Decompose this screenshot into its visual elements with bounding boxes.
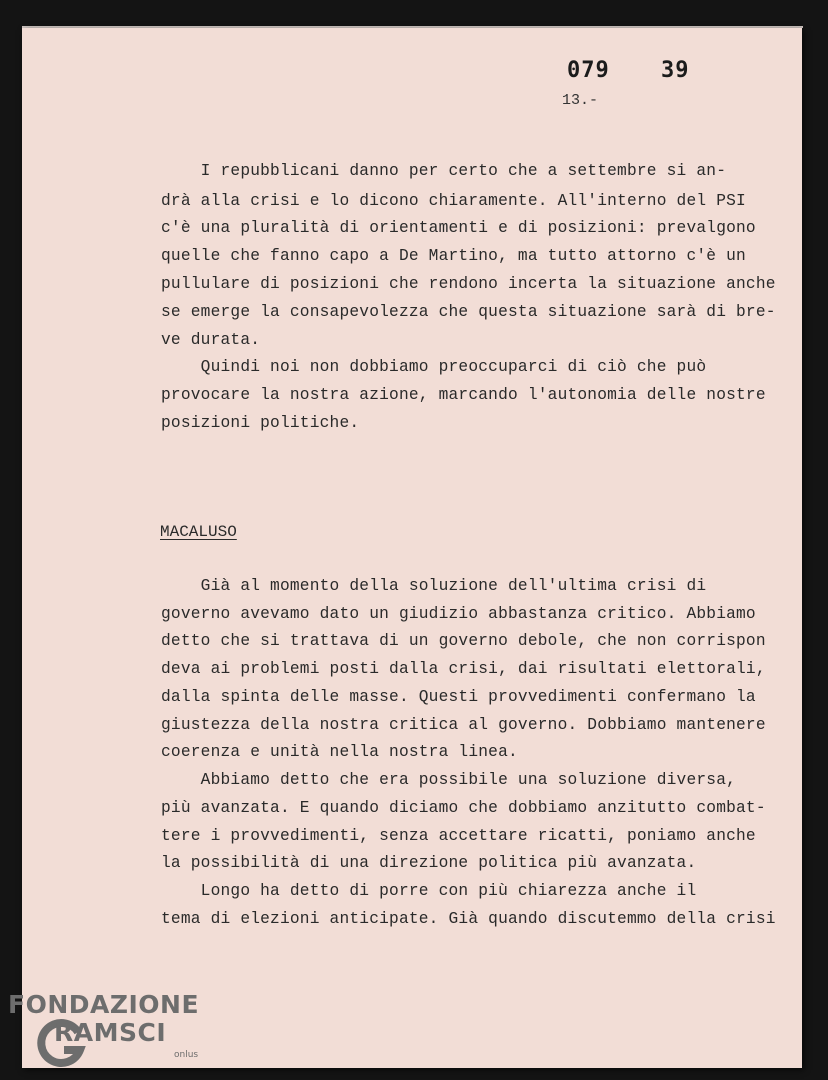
text-line: tere i provvedimenti, senza accettare ricatti, poniamo anche [161, 827, 756, 845]
text-line: Longo ha detto di porre con più chiarezza anche il [161, 882, 697, 900]
text-line: Già al momento della soluzione dell'ultima crisi di [161, 577, 707, 595]
text-line: tema di elezioni anticipate. Già quando discutemmo della crisi [161, 910, 776, 928]
text-line: più avanzata. E quando diciamo che dobbiamo anzitutto combat- [161, 799, 766, 817]
text-line: la possibilità di una direzione politica più avanzata. [161, 854, 697, 872]
text-line: provocare la nostra azione, marcando l'autonomia delle nostre [161, 386, 766, 404]
speaker-heading: MACALUSO [160, 523, 237, 541]
watermark-line1: FONDAZIONE [8, 990, 200, 1019]
text-line: giustezza della nostra critica al governo. Dobbiamo mantenere [161, 716, 766, 734]
text-line: I repubblicani danno per certo che a settembre si an- [161, 162, 727, 180]
archive-number-2: 39 [661, 58, 690, 83]
text-line: detto che si trattava di un governo debole, che non corrispon [161, 632, 766, 650]
text-line: Quindi noi non dobbiamo preoccuparci di ciò che può [161, 358, 707, 376]
text-line: ve durata. [161, 331, 261, 349]
text-line: quelle che fanno capo a De Martino, ma tutto attorno c'è un [161, 247, 746, 265]
text-line: coerenza e unità nella nostra linea. [161, 743, 518, 761]
watermark-suffix: onlus [174, 1050, 199, 1060]
text-line: Abbiamo detto che era possibile una soluzione diversa, [161, 771, 737, 789]
watermark-line2: RAMSCI [54, 1018, 167, 1047]
text-line: pullulare di posizioni che rendono incerta la situazione anche [161, 275, 776, 293]
text-line: governo avevamo dato un giudizio abbastanza critico. Abbiamo [161, 605, 756, 623]
text-line: se emerge la consapevolezza che questa situazione sarà di bre- [161, 303, 776, 321]
page-number: 13.- [562, 92, 599, 109]
text-line: dalla spinta delle masse. Questi provvedimenti confermano la [161, 688, 756, 706]
text-line: posizioni politiche. [161, 414, 360, 432]
text-line: drà alla crisi e lo dicono chiaramente. All'interno del PSI [161, 192, 746, 210]
archive-number-1: 079 [567, 58, 610, 83]
text-line: deva ai problemi posti dalla crisi, dai risultati elettorali, [161, 660, 766, 678]
text-line: c'è una pluralità di orientamenti e di posizioni: prevalgono [161, 219, 756, 237]
